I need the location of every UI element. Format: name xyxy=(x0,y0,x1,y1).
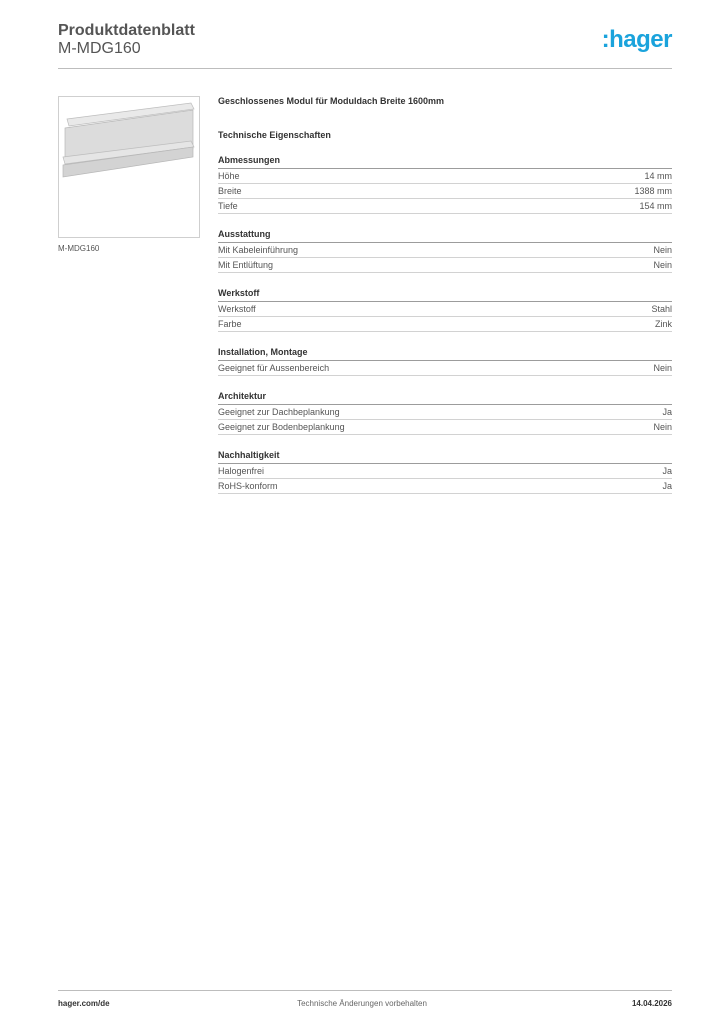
footer-date: 14.04.2026 xyxy=(631,999,672,1008)
property-value: Ja xyxy=(662,481,672,491)
property-value: 154 mm xyxy=(639,201,672,211)
property-label: Werkstoff xyxy=(218,304,256,314)
property-row xyxy=(218,258,672,273)
property-label: Mit Entlüftung xyxy=(218,260,274,270)
footer-divider xyxy=(58,990,672,991)
properties-heading: Technische Eigenschaften xyxy=(218,130,331,140)
property-row xyxy=(218,405,672,420)
section-werkstoff xyxy=(218,288,672,332)
metal-panel-image xyxy=(59,97,199,237)
property-label: Geeignet zur Dachbeplankung xyxy=(218,407,340,417)
page-header xyxy=(58,20,672,68)
property-value: 1388 mm xyxy=(634,186,672,196)
property-label: Halogenfrei xyxy=(218,466,265,476)
property-label: Geeignet zur Bodenbeplankung xyxy=(218,422,345,432)
property-label: Tiefe xyxy=(218,201,238,211)
section-title: Ausstattung xyxy=(218,229,672,243)
property-row xyxy=(218,184,672,199)
property-value: Nein xyxy=(653,422,672,432)
property-row xyxy=(218,317,672,332)
section-ausstattung xyxy=(218,229,672,273)
property-label: Farbe xyxy=(218,319,242,329)
property-value: Nein xyxy=(653,245,672,255)
product-image xyxy=(58,96,200,238)
property-value: Ja xyxy=(662,466,672,476)
property-row xyxy=(218,420,672,435)
property-value: Nein xyxy=(653,363,672,373)
product-details xyxy=(218,96,672,494)
section-title: Nachhaltigkeit xyxy=(218,450,672,464)
property-label: Geeignet für Aussenbereich xyxy=(218,363,330,373)
section-nachhaltigkeit xyxy=(218,450,672,494)
section-architektur xyxy=(218,391,672,435)
section-title: Werkstoff xyxy=(218,288,672,302)
footer-disclaimer: Technische Änderungen vorbehalten xyxy=(297,999,427,1008)
property-row xyxy=(218,361,672,376)
hager-logo: :hager xyxy=(601,26,672,53)
product-description: Geschlossenes Modul für Moduldach Breite 1600mm xyxy=(218,96,445,106)
property-label: Mit Kabeleinführung xyxy=(218,245,299,255)
property-value: Stahl xyxy=(651,304,672,314)
property-label: Breite xyxy=(218,186,242,196)
image-caption: M-MDG160 xyxy=(58,244,100,253)
section-installation xyxy=(218,347,672,376)
section-title: Installation, Montage xyxy=(218,347,672,361)
header-divider xyxy=(58,68,672,69)
property-row xyxy=(218,464,672,479)
product-code: M-MDG160 xyxy=(58,40,141,57)
section-abmessungen xyxy=(218,155,672,214)
footer-website-link[interactable]: hager.com/de xyxy=(58,999,110,1008)
property-row xyxy=(218,169,672,184)
property-value: 14 mm xyxy=(644,171,672,181)
property-value: Zink xyxy=(654,319,672,329)
property-value: Nein xyxy=(653,260,672,270)
property-row xyxy=(218,243,672,258)
property-row xyxy=(218,302,672,317)
property-row xyxy=(218,479,672,494)
property-label: RoHS-konform xyxy=(218,481,278,491)
document-title: Produktdatenblatt xyxy=(58,22,195,39)
section-title: Abmessungen xyxy=(218,155,672,169)
property-value: Ja xyxy=(662,407,672,417)
section-title: Architektur xyxy=(218,391,672,405)
property-row xyxy=(218,199,672,214)
property-label: Höhe xyxy=(218,171,240,181)
